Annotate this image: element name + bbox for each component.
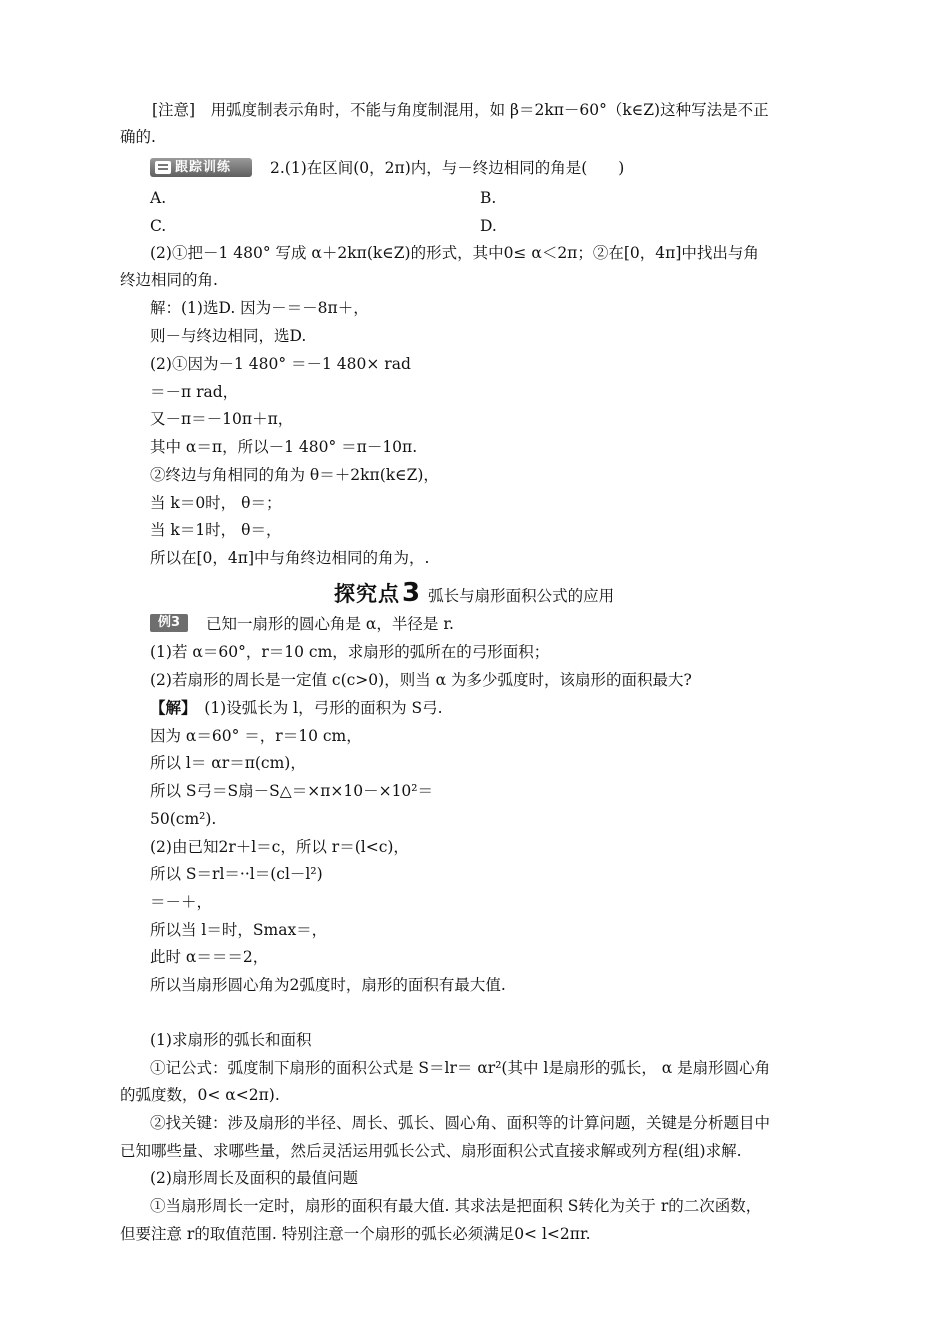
text-line: 则－与终边相同，选D.: [150, 327, 307, 345]
solution-tag: 【解】: [150, 698, 189, 717]
section-number: 3: [402, 578, 421, 608]
text-line: (2)扇形周长及面积的最值问题: [150, 1169, 358, 1187]
example-badge: 例3: [150, 614, 188, 632]
choice-d: D.: [480, 217, 497, 235]
text-line: 所以当 l＝时，Smax＝，: [150, 921, 328, 939]
choice-c: C.: [150, 217, 167, 235]
text-line: 已知哪些量、求哪些量，然后灵活运用弧长公式、扇形面积公式直接求解或列方程(组)求解.: [120, 1142, 742, 1160]
solution-line: [150, 698, 443, 718]
text-line: (2)若扇形的周长是一定值 c(c>0)，则当 α 为多少弧度时，该扇形的面积最大?: [150, 671, 692, 689]
text-line: 此时 α＝＝＝2，: [150, 948, 269, 966]
text-line: ②终边与角相同的角为 θ＝＋2kπ(k∈Z)，: [150, 466, 439, 484]
text-line: (1)若 α＝60°，r＝10 cm，求扇形的弧所在的弓形面积；: [150, 643, 550, 661]
text-line: 所以 S弓＝S扇－S△＝×π×10－×10²＝: [150, 782, 434, 800]
text-line: ①当扇形周长一定时，扇形的面积有最大值. 其求法是把面积 S转化为关于 r的二次函数，: [150, 1197, 762, 1215]
choice-b: B.: [480, 189, 497, 207]
text-line: 当 k＝0时， θ＝；: [150, 494, 282, 512]
text-line: 的弧度数，0< α<2π).: [120, 1086, 280, 1104]
note-line-1: [注意] 用弧度制表示角时，不能与角度制混用，如 β＝2kπ－60°（k∈Z)这种写法是不正: [152, 101, 769, 119]
text-line: 终边相同的角.: [120, 271, 218, 289]
text-line: 所以在[0，4π]中与角终边相同的角为，.: [150, 549, 430, 567]
text-line: 因为 α＝60° ＝，r＝10 cm，: [150, 727, 362, 745]
text-line: 所以当扇形圆心角为2弧度时，扇形的面积有最大值.: [150, 976, 506, 994]
text-line: ＝－＋，: [150, 893, 213, 911]
text-line: ①记公式：弧度制下扇形的面积公式是 S＝lr＝ αr²(其中 l是扇形的弧长， α 是扇形圆心角: [150, 1059, 771, 1077]
note-line-2: 确的.: [120, 128, 156, 146]
text-line: ＝－π rad，: [150, 383, 239, 401]
text-line: 50(cm²).: [150, 810, 217, 828]
example-statement: 已知一扇形的圆心角是 α，半径是 r.: [206, 615, 454, 633]
text-line: 当 k＝1时， θ＝，: [150, 521, 282, 539]
section-subtitle: 弧长与扇形面积公式的应用: [428, 587, 615, 605]
text-line: 解：(1)选D. 因为－＝－8π＋，: [150, 299, 369, 317]
text-line: 所以 S＝rl＝··l＝(cl－l²): [150, 865, 323, 883]
solution-first: (1)设弧长为 l，弓形的面积为 S弓.: [188, 699, 443, 717]
choice-a: A.: [150, 189, 167, 207]
text-line: (2)①因为－1 480° ＝－1 480× rad: [150, 355, 411, 373]
notebook-icon: [155, 161, 171, 174]
text-line: (1)求扇形的弧长和面积: [150, 1031, 312, 1049]
text-line: ②找关键：涉及扇形的半径、周长、弧长、圆心角、面积等的计算问题，关键是分析题目中: [150, 1114, 771, 1132]
text-line: 所以 l＝ αr＝π(cm)，: [150, 754, 306, 772]
text-line: 但要注意 r的取值范围. 特别注意一个扇形的弧长必须满足0< l<2πr.: [120, 1225, 591, 1243]
text-line: (2)由已知2r＋l＝c，所以 r＝(l<c)，: [150, 838, 409, 856]
question-2-title: 2.(1)在区间(0，2π)内，与－终边相同的角是( ): [270, 159, 625, 177]
track-practice-label: 跟踪训练: [175, 160, 232, 175]
section-label: 探究点: [334, 582, 400, 606]
text-line: (2)①把－1 480° 写成 α＋2kπ(k∈Z)的形式，其中0≤ α＜2π；②在[0，4π]中找出与角: [150, 244, 759, 262]
section-heading: [334, 578, 614, 608]
text-line: 其中 α＝π，所以－1 480° ＝π－10π.: [150, 438, 418, 456]
track-practice-badge: [150, 158, 252, 177]
text-line: 又－π＝－10π＋π，: [150, 410, 294, 428]
